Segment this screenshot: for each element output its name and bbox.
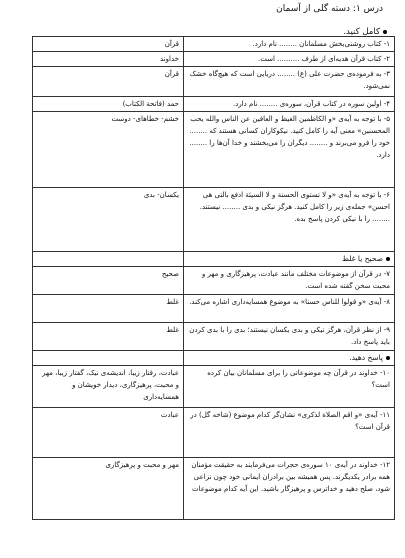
question-cell: ۱۱- آیه‌ی «و اقم الصلاة لذکری» نشان‌گر کدام موضوع (شاخه گل) در قرآن است؟ [184,408,395,458]
answer-cell: قرآن [33,37,184,52]
question-cell: ۵- با توجه به آیه‌ی «و الکاظمین الغیظ و العافین عن الناس والله یحب المحسنین» معنی آیه را کامل کنید. نیکوکاران کسانی هستند که ........ خود را فرو می‌برند و ........ دیگران را می‌بخشند و خدا آن‌ها را ........ دارد. [184,112,395,188]
bullet-icon [383,30,387,34]
answer-cell: عبادت، رفتار زیبا، اندیشه‌ی نیک، گفتار زیبا، مهر و محبت، پرهیزگاری، دیدار خویشان و همسایه‌داری [33,366,184,408]
bullet-icon [386,356,390,360]
section-row [33,351,395,366]
answer-cell: عبادت [33,408,184,458]
question-cell: ۱۲- خداوند در آیه‌ی ۱۰ سوره‌ی حجرات می‌فرمایند به حقیقت مؤمنان همه برادر یکدیگرند. پس همیشه بین برادران ایمانی خود چون نزاعی شود، صلح دهید و خداترس و پرهیزگار باشید. این آیه کدام موضوعات [184,458,395,520]
worksheet-table [32,36,395,520]
answer-cell: یکسان- بدی [33,188,184,252]
table-row [33,408,395,458]
answer-cell: مهر و محبت و پرهیزگاری [33,458,184,520]
table-row [33,295,395,323]
section-complete-heading: کامل کنید. [343,27,387,37]
lesson-title: درس ۱: دسته گلی از آسمان [276,4,383,14]
answer-cell: حمد (فاتحة الکتاب) [33,97,184,112]
question-cell: ۹- از نظر قرآن، هرگز نیکی و بدی یکسان نیستند؛ بدی را با بدی کردن باید پاسخ داد. [184,323,395,351]
table-row [33,366,395,408]
table-row [33,112,395,188]
table-row [33,52,395,67]
question-cell: ۶- با توجه به آیه‌ی «و لا تستوی الحسنة و لا السیئة ادفع بالتی هی احسن» جمله‌ی زیر را کامل کنید. هرگز نیکی و بدی ........ نیستند. ........ را با نیکی کردن پاسخ بده. [184,188,395,252]
question-cell: ۸- آیه‌ی «و قولوا للناس حسنا» به موضوع همسایه‌داری اشاره می‌کند. [184,295,395,323]
table-row [33,458,395,520]
section-answer-heading: پاسخ دهید. [184,351,395,366]
answer-cell: خداوند [33,52,184,67]
answer-cell: غلط [33,323,184,351]
table-row [33,267,395,295]
section-true-false-heading: صحیح یا غلط [184,252,395,267]
question-cell: ۷- در قرآن از موضوعات مختلف مانند عبادت، پرهیزگاری و مهر و محبت سخن گفته شده است. [184,267,395,295]
question-cell: ۴- اولین سوره در کتاب قرآن، سوره‌ی ........ نام دارد. [184,97,395,112]
answer-cell: صحیح [33,267,184,295]
question-cell: ۱- کتاب روشنی‌بخش مسلمانان ........ نام دارد. [184,37,395,52]
table-row [33,97,395,112]
question-cell: ۳- به فرموده‌ی حضرت علی (ع) ........ دریایی است که هیچ‌گاه خشک نمی‌شود. [184,67,395,97]
answer-cell: غلط [33,295,184,323]
table-row [33,323,395,351]
table-row [33,188,395,252]
question-cell: ۱۰- خداوند در قرآن چه موضوعاتی را برای مسلمانان بیان کرده است؟ [184,366,395,408]
table-row [33,37,395,52]
answer-cell: خشم- خطاهای- دوست [33,112,184,188]
bullet-icon [386,257,390,261]
question-cell: ۲- کتاب قرآن هدیه‌ای از طرف .......... است. [184,52,395,67]
answer-cell: قرآن [33,67,184,97]
section-row [33,252,395,267]
table-row [33,67,395,97]
